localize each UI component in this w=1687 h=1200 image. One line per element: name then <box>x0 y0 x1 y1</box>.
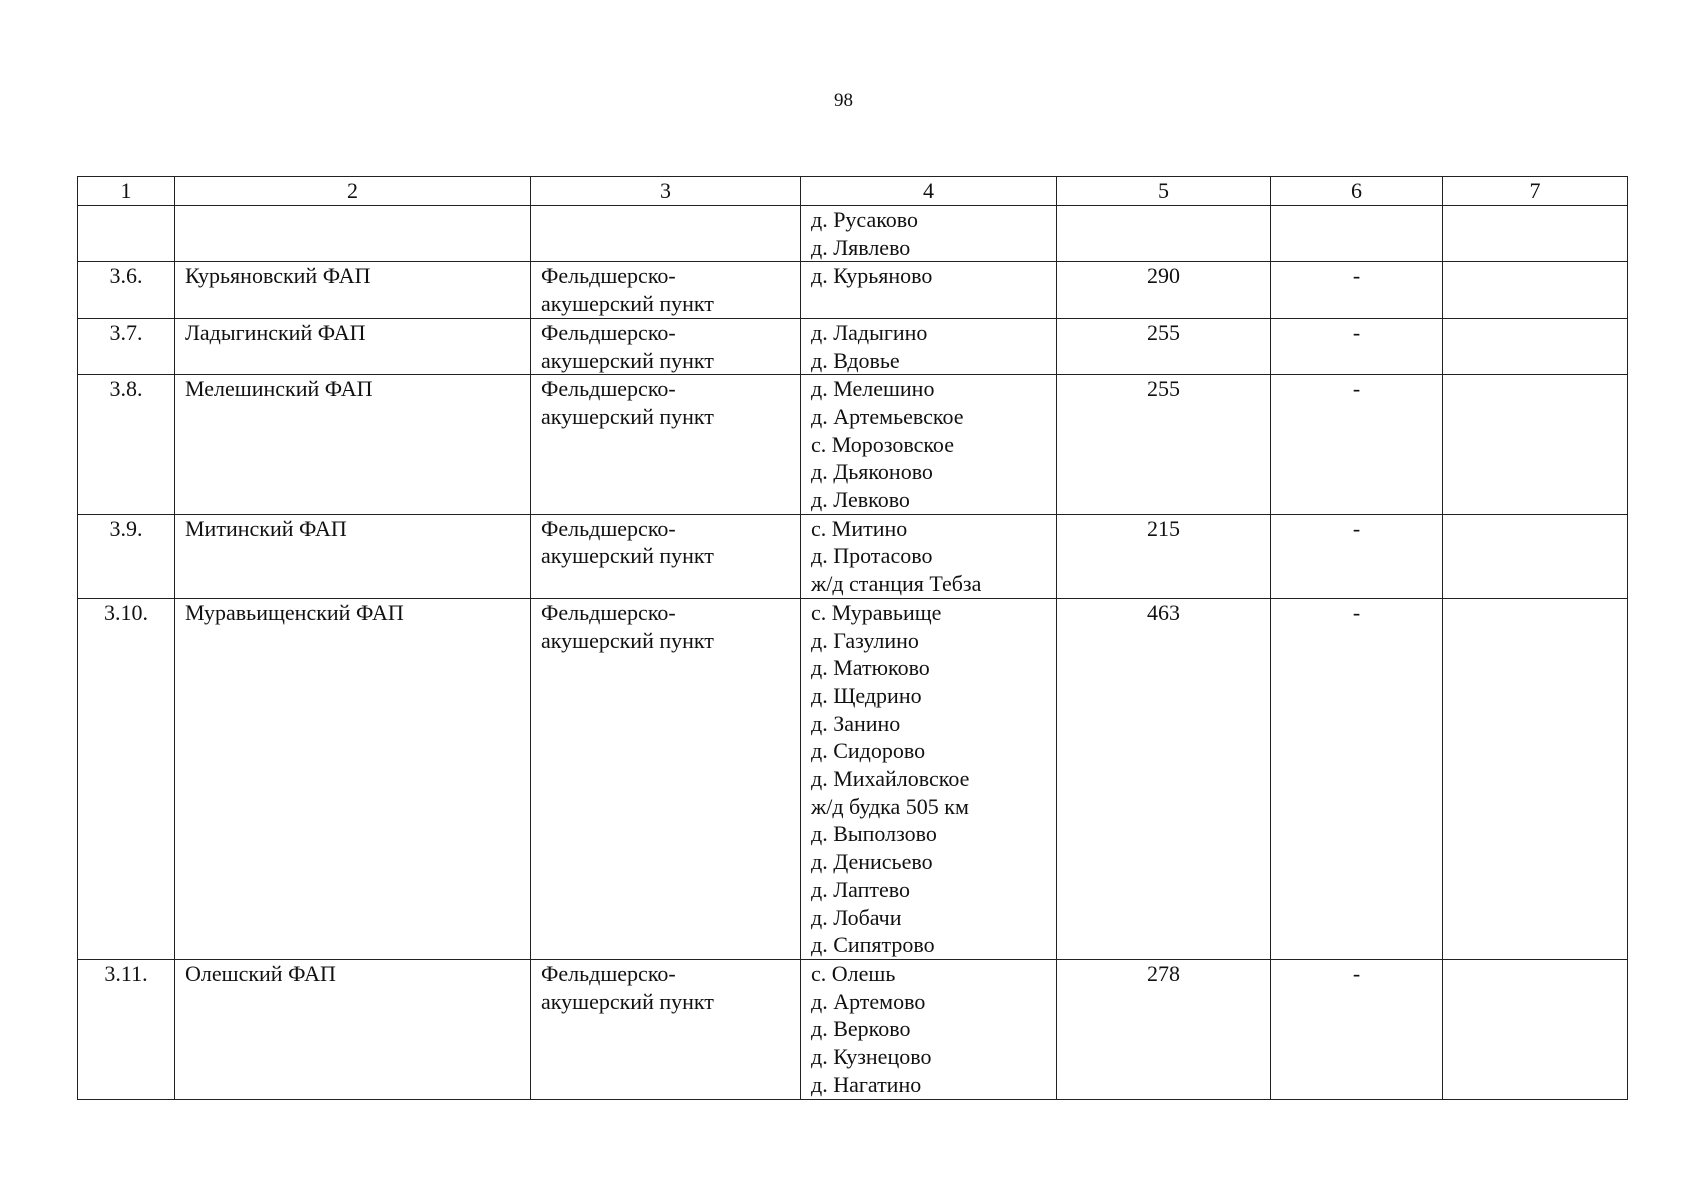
locality-line: д. Верково <box>811 1016 911 1042</box>
row-number-cell: 3.8. <box>78 375 175 515</box>
facility-type-line: акушерский пункт <box>541 627 714 653</box>
table-row <box>78 375 1628 515</box>
facility-name-cell <box>175 206 531 262</box>
page-number: 98 <box>834 90 853 111</box>
column-6-cell <box>1271 206 1443 262</box>
facility-name-cell: Мелешинский ФАП <box>175 375 531 515</box>
facility-type-line: Фельдшерско- <box>541 319 676 345</box>
locality-line: ж/д станция Тебза <box>811 571 982 597</box>
locality-line: д. Русаково <box>811 207 919 232</box>
row-number-cell: 3.11. <box>78 959 175 1099</box>
column-7-cell <box>1443 598 1628 959</box>
population-cell: 255 <box>1057 318 1271 374</box>
facility-type-line: акушерский пункт <box>541 403 714 429</box>
header-cell-7: 7 <box>1443 177 1628 206</box>
facility-type-cell <box>531 598 801 959</box>
facility-type-line: Фельдшерско- <box>541 599 676 625</box>
locality-line: д. Лявлево <box>811 234 911 260</box>
header-cell-2: 2 <box>175 177 531 206</box>
column-7-cell <box>1443 318 1628 374</box>
facility-name-cell: Курьяновский ФАП <box>175 262 531 318</box>
facility-name-cell: Ладыгинский ФАП <box>175 318 531 374</box>
header-cell-5: 5 <box>1057 177 1271 206</box>
localities-cell <box>801 318 1057 374</box>
locality-line: д. Кузнецово <box>811 1044 932 1070</box>
locality-line: с. Митино <box>811 515 908 541</box>
facility-type-cell <box>531 375 801 515</box>
locality-line: д. Матюково <box>811 655 930 681</box>
facility-type-line: акушерский пункт <box>541 291 714 317</box>
locality-line: д. Денисьево <box>811 849 933 875</box>
locality-line: д. Курьяново <box>811 263 933 289</box>
facility-type-cell <box>531 206 801 262</box>
locality-line: д. Мелешино <box>811 376 935 402</box>
locality-line: д. Лобачи <box>811 904 902 930</box>
table-row <box>78 318 1628 374</box>
row-number-cell: 3.7. <box>78 318 175 374</box>
column-6-cell: - <box>1271 318 1443 374</box>
row-number-cell: 3.9. <box>78 514 175 598</box>
column-6-cell: - <box>1271 375 1443 515</box>
table-row <box>78 598 1628 959</box>
population-cell: 463 <box>1057 598 1271 959</box>
facility-type-line: Фельдшерско- <box>541 960 676 986</box>
table-header-row <box>78 177 1628 206</box>
localities-cell <box>801 206 1057 262</box>
row-number-cell: 3.6. <box>78 262 175 318</box>
facility-type-cell <box>531 262 801 318</box>
locality-line: с. Морозовское <box>811 431 954 457</box>
column-7-cell <box>1443 514 1628 598</box>
locality-line: д. Выползово <box>811 821 937 847</box>
localities-cell <box>801 598 1057 959</box>
facility-type-cell <box>531 318 801 374</box>
facility-name-cell: Митинский ФАП <box>175 514 531 598</box>
locality-line: д. Нагатино <box>811 1071 922 1097</box>
locality-line: д. Дьяконово <box>811 459 933 485</box>
table-row <box>78 262 1628 318</box>
column-6-cell: - <box>1271 262 1443 318</box>
column-7-cell <box>1443 262 1628 318</box>
facility-type-line: Фельдшерско- <box>541 263 676 289</box>
locality-line: д. Протасово <box>811 543 933 569</box>
row-number-cell: 3.10. <box>78 598 175 959</box>
facility-type-line: акушерский пункт <box>541 347 714 373</box>
header-cell-3: 3 <box>531 177 801 206</box>
locality-line: д. Сипятрово <box>811 932 935 958</box>
facility-name-cell: Олешский ФАП <box>175 959 531 1099</box>
population-cell <box>1057 206 1271 262</box>
facility-type-cell <box>531 959 801 1099</box>
locality-line: д. Вдовье <box>811 347 900 373</box>
facility-type-line: акушерский пункт <box>541 543 714 569</box>
locality-line: с. Муравьище <box>811 599 942 625</box>
locality-line: д. Артемьевское <box>811 403 964 429</box>
locality-line: с. Олешь <box>811 960 896 986</box>
header-cell-6: 6 <box>1271 177 1443 206</box>
column-7-cell <box>1443 959 1628 1099</box>
locality-line: д. Артемово <box>811 988 926 1014</box>
population-cell: 215 <box>1057 514 1271 598</box>
table-body <box>78 177 1628 1100</box>
table-row <box>78 514 1628 598</box>
column-6-cell: - <box>1271 598 1443 959</box>
locality-line: д. Занино <box>811 710 901 736</box>
population-cell: 255 <box>1057 375 1271 515</box>
population-cell: 278 <box>1057 959 1271 1099</box>
column-7-cell <box>1443 375 1628 515</box>
facility-name-cell: Муравьищенский ФАП <box>175 598 531 959</box>
localities-cell <box>801 959 1057 1099</box>
column-6-cell: - <box>1271 959 1443 1099</box>
table-row <box>78 206 1628 262</box>
facility-type-line: акушерский пункт <box>541 988 714 1014</box>
population-cell: 290 <box>1057 262 1271 318</box>
locality-line: д. Левково <box>811 487 910 513</box>
locality-line: ж/д будка 505 км <box>811 793 969 819</box>
header-cell-4: 4 <box>801 177 1057 206</box>
locality-line: д. Михайловское <box>811 766 970 792</box>
facilities-table <box>77 176 1628 1100</box>
header-cell-1: 1 <box>78 177 175 206</box>
table-row <box>78 959 1628 1099</box>
facility-type-cell <box>531 514 801 598</box>
localities-cell <box>801 375 1057 515</box>
locality-line: д. Газулино <box>811 627 919 653</box>
locality-line: д. Лаптево <box>811 876 910 902</box>
locality-line: д. Сидорово <box>811 738 926 764</box>
row-number-cell <box>78 206 175 262</box>
locality-line: д. Ладыгино <box>811 319 928 345</box>
localities-cell <box>801 514 1057 598</box>
column-7-cell <box>1443 206 1628 262</box>
facility-type-line: Фельдшерско- <box>541 376 676 402</box>
localities-cell <box>801 262 1057 318</box>
facility-type-line: Фельдшерско- <box>541 515 676 541</box>
column-6-cell: - <box>1271 514 1443 598</box>
locality-line: д. Щедрино <box>811 682 922 708</box>
